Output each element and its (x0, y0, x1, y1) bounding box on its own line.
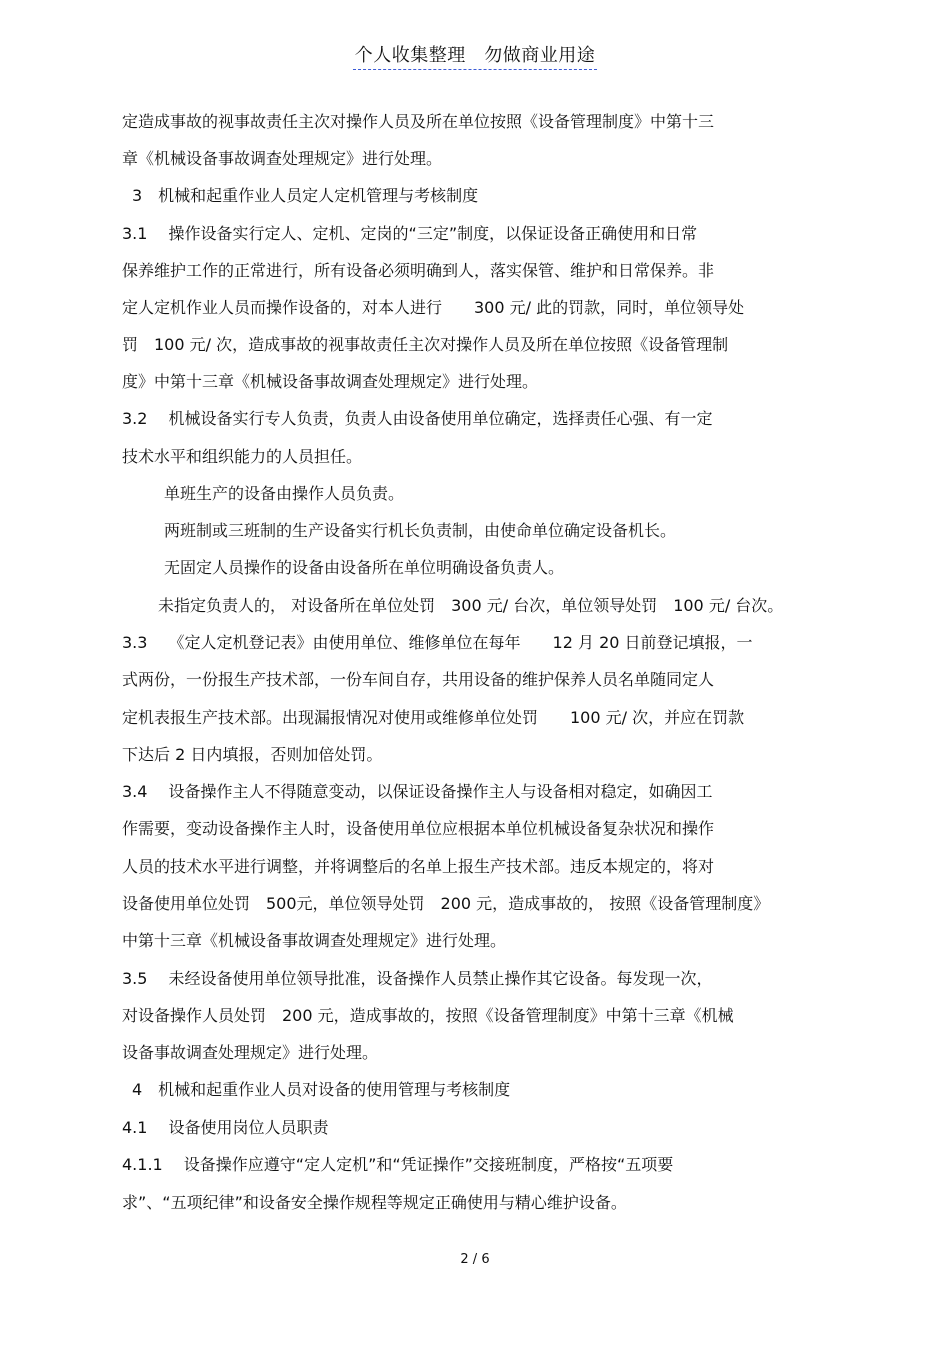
body-line: 设备使用单位处罚 500元，单位领导处罚 200 元，造成事故的， 按照《设备管理制度》 (122, 894, 770, 913)
body-line: 罚 100 元/ 次，造成事故的视事故责任主次对操作人员及所在单位按照《设备管理制 (122, 335, 729, 354)
page-number: 2 / 6 (460, 1252, 490, 1267)
body-line: 3.2 机械设备实行专人负责，负责人由设备使用单位确定，选择责任心强、有一定 (122, 409, 713, 428)
body-line: 保养维护工作的正常进行，所有设备必须明确到人，落实保管、维护和日常保养。非 (122, 261, 715, 280)
body-line: 3.3 《定人定机登记表》由使用单位、维修单位在每年 12 月 20 日前登记填报，一 (122, 633, 753, 652)
body-line: 下达后 2 日内填报，否则加倍处罚。 (122, 745, 383, 764)
body-line: 中第十三章《机械设备事故调查处理规定》进行处理。 (122, 931, 507, 950)
body-line: 求”、“五项纪律”和设备安全操作规程等规定正确使用与精心维护设备。 (122, 1193, 627, 1212)
body-line: 定人定机作业人员而操作设备的，对本人进行 300 元/ 此的罚款，同时，单位领导处 (122, 298, 745, 317)
body-line: 式两份，一份报生产技术部，一份车间自存，共用设备的维护保养人员名单随同定人 (122, 670, 715, 689)
body-line: 3.5 未经设备使用单位领导批准，设备操作人员禁止操作其它设备。每发现一次， (122, 969, 713, 988)
body-line: 对设备操作人员处罚 200 元，造成事故的，按照《设备管理制度》中第十三章《机械 (122, 1006, 734, 1025)
body-line: 3.4 设备操作主人不得随意变动，以保证设备操作主人与设备相对稳定，如确因工 (122, 782, 713, 801)
body-line: 人员的技术水平进行调整，并将调整后的名单上报生产技术部。违反本规定的，将对 (122, 857, 715, 876)
section-heading: 4 机械和起重作业人员对设备的使用管理与考核制度 (132, 1080, 511, 1099)
body-line: 定造成事故的视事故责任主次对操作人员及所在单位按照《设备管理制度》中第十三 (122, 112, 715, 131)
body-line: 未指定负责人的， 对设备所在单位处罚 300 元/ 台次，单位领导处罚 100 元/ 台次。 (158, 596, 784, 615)
section-heading: 3 机械和起重作业人员定人定机管理与考核制度 (132, 186, 479, 205)
body-line: 度》中第十三章《机械设备事故调查处理规定》进行处理。 (122, 372, 539, 391)
header-title: 个人收集整理 勿做商业用途 (353, 45, 598, 70)
body-line: 4.1.1 设备操作应遵守“定人定机”和“凭证操作”交接班制度，严格按“五项要 (122, 1155, 674, 1174)
body-line: 定机表报生产技术部。出现漏报情况对使用或维修单位处罚 100 元/ 次，并应在罚款 (122, 708, 745, 727)
body-line: 4.1 设备使用岗位人员职责 (122, 1118, 329, 1137)
body-line: 无固定人员操作的设备由设备所在单位明确设备负责人。 (164, 558, 565, 577)
body-line: 单班生产的设备由操作人员负责。 (164, 484, 405, 503)
body-line: 章《机械设备事故调查处理规定》进行处理。 (122, 149, 443, 168)
body-line: 两班制或三班制的生产设备实行机长负责制，由使命单位确定设备机长。 (164, 521, 677, 540)
page-header (0, 41, 950, 67)
body-line: 技术水平和组织能力的人员担任。 (122, 447, 363, 466)
body-line: 设备事故调查处理规定》进行处理。 (122, 1043, 379, 1062)
body-line: 作需要，变动设备操作主人时，设备使用单位应根据本单位机械设备复杂状况和操作 (122, 819, 715, 838)
body-line: 3.1 操作设备实行定人、定机、定岗的“三定”制度，以保证设备正确使用和日常 (122, 224, 698, 243)
